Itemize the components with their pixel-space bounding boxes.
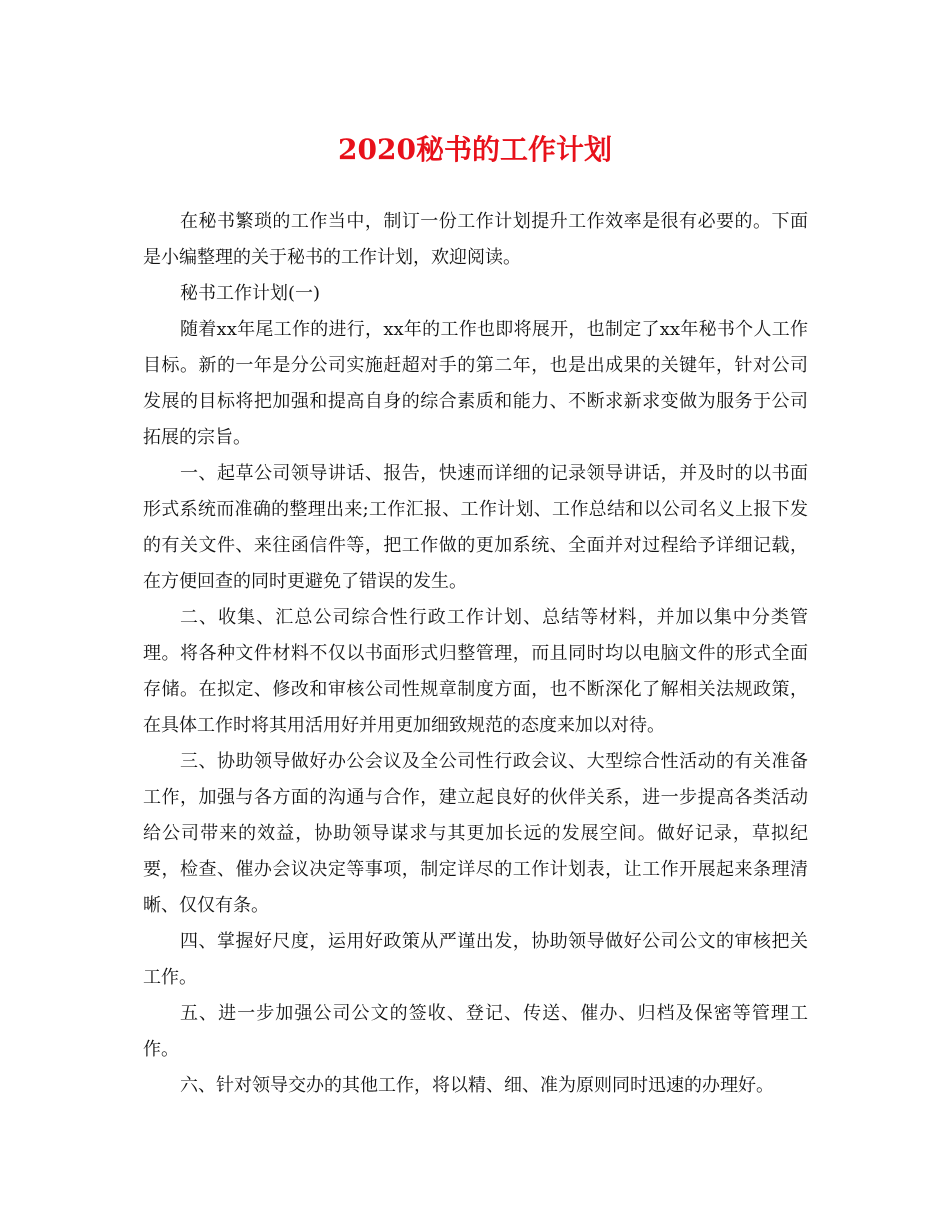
paragraph-overview: 随着xx年尾工作的进行，xx年的工作也即将展开，也制定了xx年秘书个人工作目标。新的一年是分公司实施赶超对手的第二年，也是出成果的关键年，针对公司发展的目标将把加强和提高自身的综合素质和能力、不断求新求变做为服务于公司拓展的宗旨。 [143,319,808,448]
section-heading: 秘书工作计划(一) [180,283,321,304]
paragraph-item-2: 二、收集、汇总公司综合性行政工作计划、总结等材料，并加以集中分类管理。将各种文件材料不仅以书面形式归整管理，而且同时均以电脑文件的形式全面存储。在拟定、修改和审核公司性规章制度方面，也不断深化了解相关法规政策，在具体工作时将其用活用好并用更加细致规范的态度来加以对待。 [143,607,808,736]
paragraph-item-4: 四、掌握好尺度，运用好政策从严谨出发，协助领导做好公司公文的审核把关工作。 [143,931,808,988]
document-body [143,204,808,1104]
paragraph-item-3: 三、协助领导做好办公会议及全公司性行政会议、大型综合性活动的有关准备工作，加强与各方面的沟通与合作，建立起良好的伙伴关系，进一步提高各类活动给公司带来的效益，协助领导谋求与其更加长远的发展空间。做好记录，草拟纪要，检查、催办会议决定等事项，制定详尽的工作计划表，让工作开展起来条理清晰、仅仅有条。 [143,751,808,916]
paragraph-item-1: 一、起草公司领导讲话、报告，快速而详细的记录领导讲话，并及时的以书面形式系统而准确的整理出来;工作汇报、工作计划、工作总结和以公司名义上报下发的有关文件、来往函信件等，把工作做的更加系统、全面并对过程给予详细记载，在方便回查的同时更避免了错误的发生。 [143,463,808,592]
paragraph-intro: 在秘书繁琐的工作当中，制订一份工作计划提升工作效率是很有必要的。下面是小编整理的关于秘书的工作计划，欢迎阅读。 [143,211,808,268]
document-title: 2020秘书的工作计划 [338,133,612,166]
paragraph-item-5: 五、进一步加强公司公文的签收、登记、传送、催办、归档及保密等管理工作。 [143,1003,808,1060]
paragraph-item-6: 六、针对领导交办的其他工作，将以精、细、准为原则同时迅速的办理好。 [180,1075,774,1096]
